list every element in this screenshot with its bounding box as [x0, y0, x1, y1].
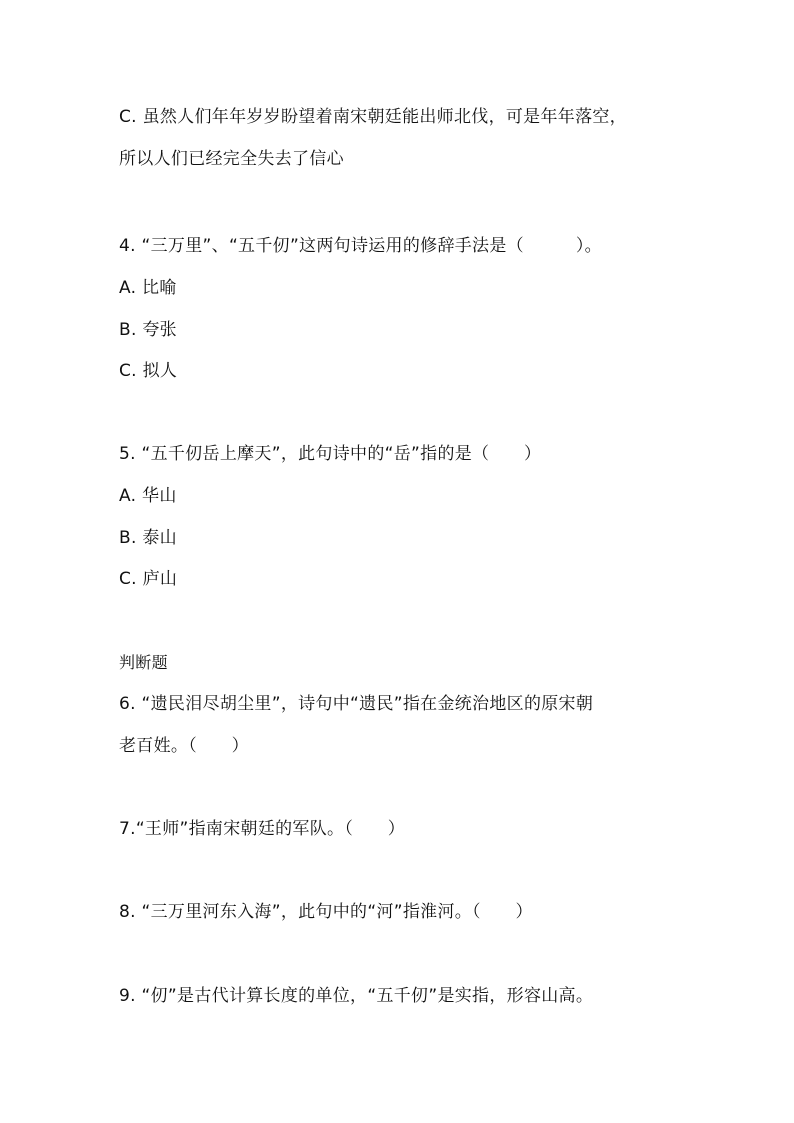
q5-option-a: A. 华山	[119, 486, 177, 506]
q6-line2: 老百姓。（ ）	[119, 736, 249, 756]
q3-option-c-line1: C. 虽然人们年年岁岁盼望着南宋朝廷能出师北伐，可是年年落空，	[119, 107, 627, 127]
q5-question: 5. “五千仞岳上摩天”，此句诗中的“岳”指的是（ ）	[119, 444, 542, 464]
q7-statement: 7.“王师”指南宋朝廷的军队。（ ）	[119, 819, 406, 839]
q6-line1: 6. “遗民泪尽胡尘里”，诗句中“遗民”指在金统治地区的原宋朝	[119, 694, 594, 714]
q4-option-c: C. 拟人	[119, 361, 178, 381]
q3-option-c-line2: 所以人们已经完全失去了信心	[119, 149, 344, 169]
q8-statement: 8. “三万里河东入海”，此句中的“河”指淮河。（ ）	[119, 902, 533, 922]
section-heading-judge: 判断题	[119, 653, 168, 672]
q9-statement: 9. “仞”是古代计算长度的单位，“五千仞”是实指，形容山高。	[119, 986, 594, 1006]
q4-option-b: B. 夸张	[119, 320, 177, 340]
q4-question: 4. “三万里”、“五千仞”这两句诗运用的修辞手法是（ ）。	[119, 236, 602, 256]
q5-option-b: B. 泰山	[119, 528, 177, 548]
q4-option-a: A. 比喻	[119, 278, 177, 298]
q5-option-c: C. 庐山	[119, 569, 178, 589]
